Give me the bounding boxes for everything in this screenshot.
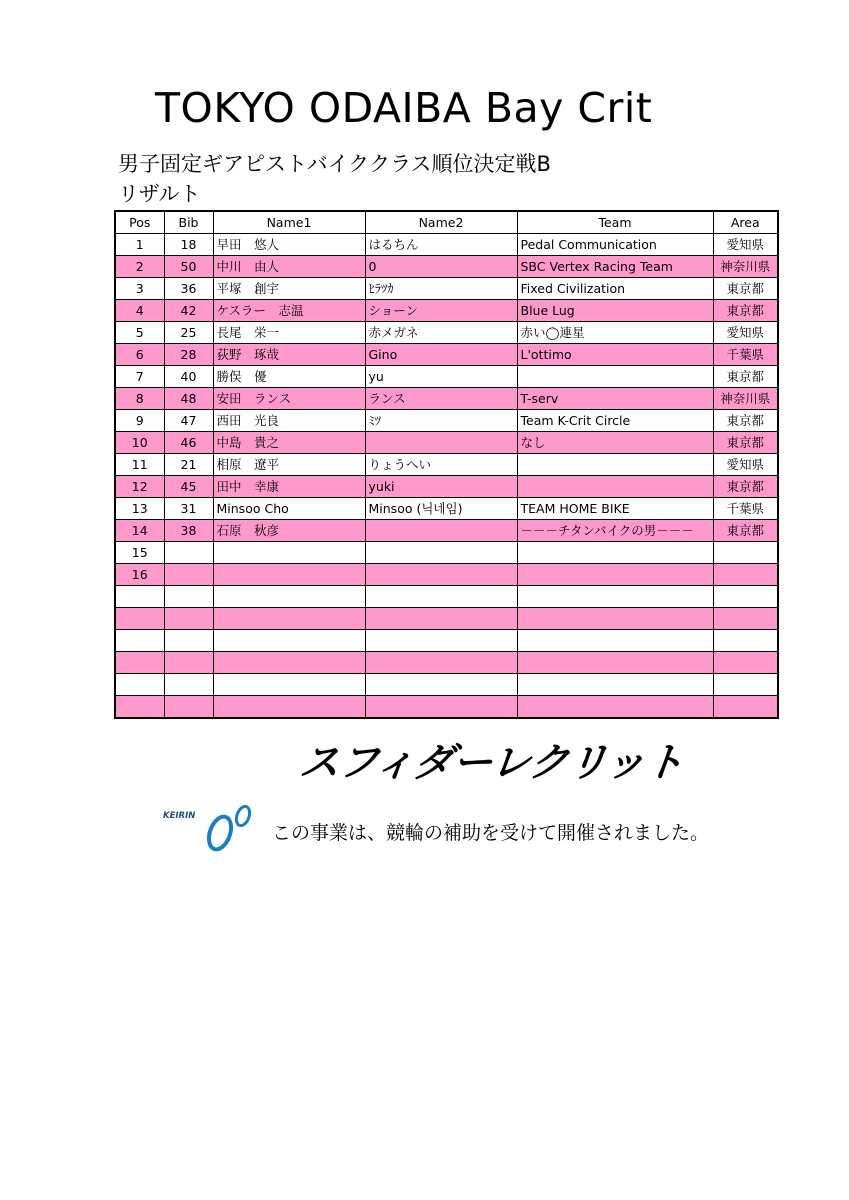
table-row xyxy=(115,696,778,719)
cell-area xyxy=(713,630,778,652)
column-header-pos: Pos xyxy=(115,211,164,234)
table-header-row xyxy=(115,211,778,234)
cell-team: なし xyxy=(517,432,713,454)
cell-name2: Minsoo (닉네임) xyxy=(365,498,517,520)
cell-name2: りょうへい xyxy=(365,454,517,476)
cell-team xyxy=(517,630,713,652)
column-header-area: Area xyxy=(713,211,778,234)
cell-pos: 6 xyxy=(115,344,164,366)
keirin-label: KEIRIN xyxy=(163,811,196,821)
cell-bib: 47 xyxy=(164,410,213,432)
cell-team xyxy=(517,564,713,586)
results-table xyxy=(114,210,779,719)
cell-area: 東京都 xyxy=(713,366,778,388)
cell-bib xyxy=(164,652,213,674)
cell-area xyxy=(713,542,778,564)
cell-team xyxy=(517,674,713,696)
cell-bib: 48 xyxy=(164,388,213,410)
table-row xyxy=(115,520,778,542)
cell-team: Blue Lug xyxy=(517,300,713,322)
cell-name2: ランス xyxy=(365,388,517,410)
cell-pos: 3 xyxy=(115,278,164,300)
cell-pos xyxy=(115,608,164,630)
cell-area xyxy=(713,586,778,608)
cell-bib: 46 xyxy=(164,432,213,454)
cell-pos: 16 xyxy=(115,564,164,586)
cell-bib: 50 xyxy=(164,256,213,278)
cell-area: 愛知県 xyxy=(713,322,778,344)
table-row xyxy=(115,542,778,564)
cell-pos: 10 xyxy=(115,432,164,454)
cell-bib xyxy=(164,608,213,630)
table-row xyxy=(115,454,778,476)
cell-name2: yuki xyxy=(365,476,517,498)
cell-name1: 平塚 創宇 xyxy=(213,278,365,300)
cell-name2: ショーン xyxy=(365,300,517,322)
cell-team: Fixed Civilization xyxy=(517,278,713,300)
cell-team: TEAM HOME BIKE xyxy=(517,498,713,520)
table-row xyxy=(115,608,778,630)
cell-team xyxy=(517,366,713,388)
cell-team: T-serv xyxy=(517,388,713,410)
column-header-team: Team xyxy=(517,211,713,234)
cell-bib: 36 xyxy=(164,278,213,300)
table-row xyxy=(115,564,778,586)
cell-name1 xyxy=(213,630,365,652)
cell-area: 東京都 xyxy=(713,300,778,322)
cell-name1: Minsoo Cho xyxy=(213,498,365,520)
cell-name2 xyxy=(365,630,517,652)
cell-name1: 田中 幸康 xyxy=(213,476,365,498)
cell-bib: 38 xyxy=(164,520,213,542)
cell-name2 xyxy=(365,674,517,696)
cell-name2: ﾋﾗﾂｶ xyxy=(365,278,517,300)
cell-pos: 8 xyxy=(115,388,164,410)
cell-area: 東京都 xyxy=(713,410,778,432)
cell-area: 東京都 xyxy=(713,278,778,300)
cell-area: 東京都 xyxy=(713,432,778,454)
cell-pos: 15 xyxy=(115,542,164,564)
cell-name2: 赤メガネ xyxy=(365,322,517,344)
cell-pos: 1 xyxy=(115,234,164,256)
cell-name2 xyxy=(365,520,517,542)
cell-area xyxy=(713,564,778,586)
cell-team: L'ottimo xyxy=(517,344,713,366)
cell-name1 xyxy=(213,608,365,630)
table-row xyxy=(115,498,778,520)
cell-name1: 早田 悠人 xyxy=(213,234,365,256)
table-row xyxy=(115,652,778,674)
cell-name2 xyxy=(365,542,517,564)
cell-pos: 13 xyxy=(115,498,164,520)
cell-team: Pedal Communication xyxy=(517,234,713,256)
cell-area: 愛知県 xyxy=(713,234,778,256)
cell-name2: ﾐﾂ xyxy=(365,410,517,432)
cell-area: 愛知県 xyxy=(713,454,778,476)
cell-bib: 31 xyxy=(164,498,213,520)
cell-area: 千葉県 xyxy=(713,344,778,366)
cell-pos xyxy=(115,652,164,674)
table-row xyxy=(115,432,778,454)
column-header-bib: Bib xyxy=(164,211,213,234)
cell-name2: 0 xyxy=(365,256,517,278)
race-class-subtitle: 男子固定ギアピストバイククラス順位決定戦B xyxy=(118,152,551,176)
cell-area xyxy=(713,608,778,630)
keirin-ring-icon xyxy=(163,800,263,854)
cell-name1 xyxy=(213,696,365,719)
cell-area: 千葉県 xyxy=(713,498,778,520)
cell-bib xyxy=(164,674,213,696)
table-row xyxy=(115,674,778,696)
results-heading: リザルト xyxy=(118,182,201,206)
keirin-logo xyxy=(163,800,263,854)
cell-name2 xyxy=(365,608,517,630)
cell-bib xyxy=(164,696,213,719)
cell-bib: 28 xyxy=(164,344,213,366)
table-row xyxy=(115,410,778,432)
cell-area xyxy=(713,674,778,696)
cell-pos: 12 xyxy=(115,476,164,498)
cell-area xyxy=(713,652,778,674)
cell-name1 xyxy=(213,586,365,608)
cell-name1: 安田 ランス xyxy=(213,388,365,410)
cell-name1: 勝俣 優 xyxy=(213,366,365,388)
page-title: TOKYO ODAIBA Bay Crit xyxy=(155,84,653,132)
cell-team: SBC Vertex Racing Team xyxy=(517,256,713,278)
cell-name2 xyxy=(365,564,517,586)
table-row xyxy=(115,366,778,388)
cell-name2: yu xyxy=(365,366,517,388)
cell-team xyxy=(517,586,713,608)
cell-name1: 長尾 栄一 xyxy=(213,322,365,344)
cell-area: 東京都 xyxy=(713,476,778,498)
table-row xyxy=(115,630,778,652)
cell-name1: 相原 遼平 xyxy=(213,454,365,476)
cell-bib xyxy=(164,564,213,586)
cell-team xyxy=(517,652,713,674)
cell-area: 東京都 xyxy=(713,520,778,542)
cell-pos: 11 xyxy=(115,454,164,476)
cell-pos xyxy=(115,696,164,719)
cell-area: 神奈川県 xyxy=(713,256,778,278)
cell-team xyxy=(517,696,713,719)
cell-name1 xyxy=(213,542,365,564)
cell-name2: はるちん xyxy=(365,234,517,256)
cell-name1 xyxy=(213,652,365,674)
table-row xyxy=(115,234,778,256)
sfidare-crit-logo: スフィダーレクリット xyxy=(297,740,686,786)
table-row xyxy=(115,300,778,322)
table-row xyxy=(115,586,778,608)
cell-name1: 西田 光良 xyxy=(213,410,365,432)
cell-name2 xyxy=(365,696,517,719)
cell-pos xyxy=(115,630,164,652)
cell-pos: 5 xyxy=(115,322,164,344)
cell-name1: ケスラー 志温 xyxy=(213,300,365,322)
cell-pos: 4 xyxy=(115,300,164,322)
table-row xyxy=(115,322,778,344)
cell-bib: 18 xyxy=(164,234,213,256)
cell-pos: 9 xyxy=(115,410,164,432)
cell-name1: 中川 由人 xyxy=(213,256,365,278)
cell-bib: 42 xyxy=(164,300,213,322)
cell-name1 xyxy=(213,564,365,586)
table-row xyxy=(115,256,778,278)
cell-name1: 中島 貴之 xyxy=(213,432,365,454)
cell-name2 xyxy=(365,652,517,674)
table-row xyxy=(115,476,778,498)
table-row xyxy=(115,278,778,300)
cell-pos: 7 xyxy=(115,366,164,388)
cell-pos xyxy=(115,674,164,696)
cell-bib: 45 xyxy=(164,476,213,498)
cell-bib: 25 xyxy=(164,322,213,344)
cell-name1: 石原 秋彦 xyxy=(213,520,365,542)
cell-team: Team K-Crit Circle xyxy=(517,410,713,432)
cell-pos: 2 xyxy=(115,256,164,278)
cell-bib: 21 xyxy=(164,454,213,476)
cell-bib xyxy=(164,630,213,652)
cell-name1: 荻野 琢哉 xyxy=(213,344,365,366)
column-header-name1: Name1 xyxy=(213,211,365,234)
subsidy-notice: この事業は、競輪の補助を受けて開催されました。 xyxy=(272,822,710,844)
cell-area: 神奈川県 xyxy=(713,388,778,410)
cell-team xyxy=(517,476,713,498)
table-row xyxy=(115,388,778,410)
cell-bib xyxy=(164,542,213,564)
cell-bib: 40 xyxy=(164,366,213,388)
results-body xyxy=(115,234,778,719)
cell-name2: Gino xyxy=(365,344,517,366)
cell-bib xyxy=(164,586,213,608)
cell-team: －－－チタンバイクの男－－－ xyxy=(517,520,713,542)
column-header-name2: Name2 xyxy=(365,211,517,234)
cell-name2 xyxy=(365,586,517,608)
cell-team xyxy=(517,454,713,476)
cell-pos xyxy=(115,586,164,608)
cell-team xyxy=(517,542,713,564)
cell-name2 xyxy=(365,432,517,454)
cell-pos: 14 xyxy=(115,520,164,542)
cell-team: 赤い◯連星 xyxy=(517,322,713,344)
cell-team xyxy=(517,608,713,630)
table-row xyxy=(115,344,778,366)
cell-area xyxy=(713,696,778,719)
cell-name1 xyxy=(213,674,365,696)
